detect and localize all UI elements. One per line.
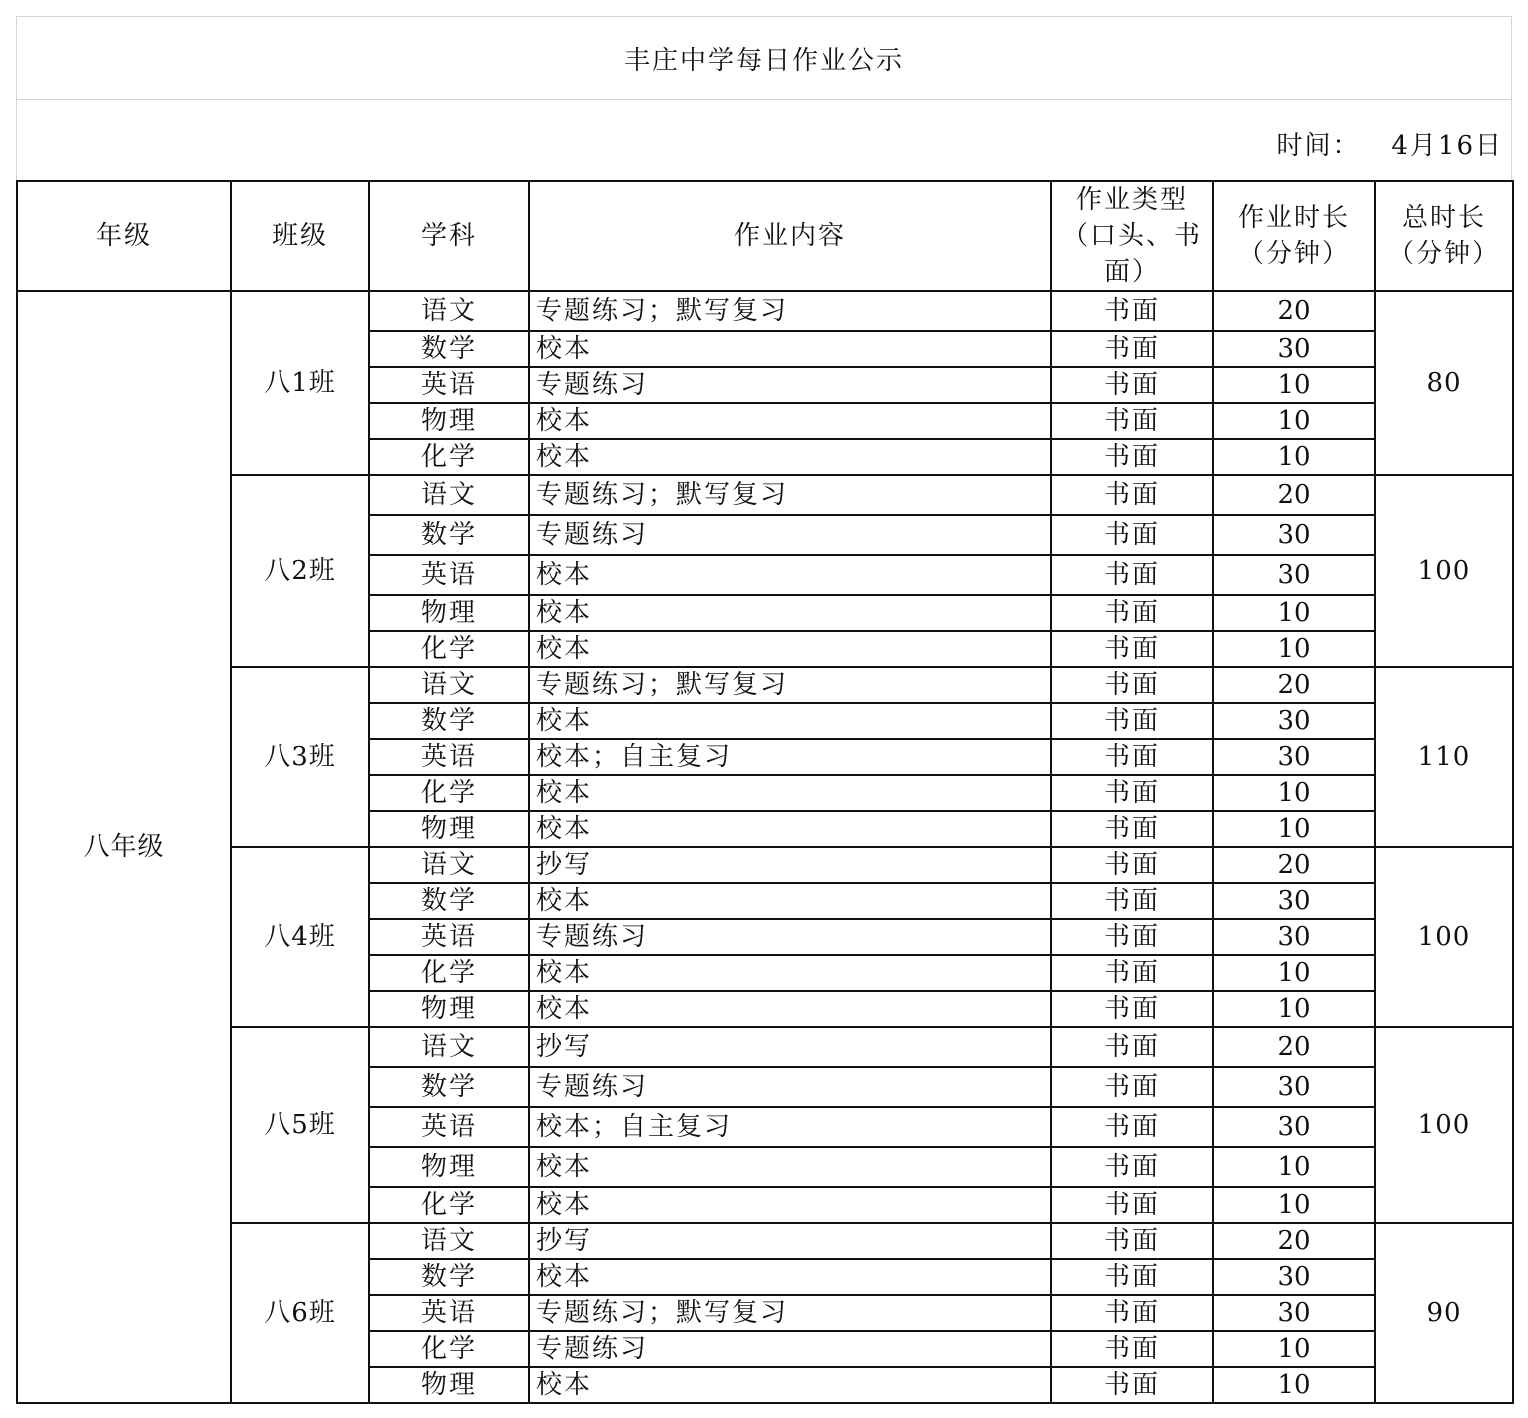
minutes-cell: 20 [1213,847,1375,883]
header-content: 作业内容 [529,181,1051,291]
subject-cell: 英语 [369,367,529,403]
header-class: 班级 [231,181,369,291]
type-cell: 书面 [1051,811,1213,847]
content-cell: 校本 [529,1367,1051,1403]
content-cell: 专题练习；默写复习 [529,667,1051,703]
type-cell: 书面 [1051,883,1213,919]
content-cell: 专题练习；默写复习 [529,1295,1051,1331]
minutes-cell: 30 [1213,1067,1375,1107]
minutes-cell: 30 [1213,1295,1375,1331]
type-cell: 书面 [1051,555,1213,595]
minutes-cell: 30 [1213,919,1375,955]
type-cell: 书面 [1051,667,1213,703]
type-cell: 书面 [1051,1223,1213,1259]
subject-cell: 数学 [369,331,529,367]
subject-cell: 化学 [369,1331,529,1367]
content-cell: 校本 [529,595,1051,631]
page-title: 丰庄中学每日作业公示 [17,17,1511,100]
header-grade: 年级 [17,181,231,291]
content-cell: 专题练习；默写复习 [529,291,1051,331]
content-cell: 校本；自主复习 [529,1107,1051,1147]
date-line [1277,125,1503,162]
type-cell: 书面 [1051,1295,1213,1331]
minutes-cell: 20 [1213,291,1375,331]
subject-cell: 英语 [369,1107,529,1147]
type-cell: 书面 [1051,331,1213,367]
type-cell: 书面 [1051,775,1213,811]
content-cell: 校本 [529,555,1051,595]
table-row [17,847,1513,883]
table-body [17,291,1513,1403]
total-cell: 90 [1375,1223,1513,1403]
content-cell: 专题练习 [529,367,1051,403]
type-cell: 书面 [1051,1187,1213,1223]
class-cell: 八5班 [231,1027,369,1223]
content-cell: 抄写 [529,1027,1051,1067]
minutes-cell: 30 [1213,703,1375,739]
minutes-cell: 10 [1213,1331,1375,1367]
subject-cell: 化学 [369,631,529,667]
type-cell: 书面 [1051,1259,1213,1295]
minutes-cell: 30 [1213,555,1375,595]
subject-cell: 语文 [369,291,529,331]
type-cell: 书面 [1051,991,1213,1027]
minutes-cell: 30 [1213,883,1375,919]
subject-cell: 物理 [369,595,529,631]
minutes-cell: 30 [1213,739,1375,775]
subject-cell: 化学 [369,439,529,475]
total-cell: 100 [1375,847,1513,1027]
content-cell: 校本 [529,331,1051,367]
header-row [17,181,1513,291]
content-cell: 校本 [529,1259,1051,1295]
content-cell: 校本 [529,1187,1051,1223]
total-cell: 110 [1375,667,1513,847]
subject-cell: 物理 [369,403,529,439]
subject-cell: 化学 [369,955,529,991]
class-cell: 八2班 [231,475,369,667]
subject-cell: 英语 [369,739,529,775]
subject-cell: 语文 [369,1223,529,1259]
class-cell: 八3班 [231,667,369,847]
content-cell: 校本 [529,631,1051,667]
type-cell: 书面 [1051,1331,1213,1367]
subject-cell: 物理 [369,811,529,847]
minutes-cell: 30 [1213,331,1375,367]
grade-cell: 八年级 [17,291,231,1403]
subject-cell: 英语 [369,919,529,955]
table-row [17,475,1513,515]
header-total: 总时长（分钟） [1375,181,1513,291]
table-row [17,667,1513,703]
subject-cell: 语文 [369,667,529,703]
type-cell: 书面 [1051,439,1213,475]
subject-cell: 数学 [369,703,529,739]
content-cell: 校本 [529,811,1051,847]
type-cell: 书面 [1051,515,1213,555]
homework-table [16,180,1514,1404]
subject-cell: 物理 [369,1147,529,1187]
minutes-cell: 30 [1213,1259,1375,1295]
date-value: 4月16日 [1391,131,1503,161]
content-cell: 抄写 [529,1223,1051,1259]
minutes-cell: 10 [1213,811,1375,847]
subject-cell: 物理 [369,991,529,1027]
subject-cell: 语文 [369,847,529,883]
subject-cell: 数学 [369,1259,529,1295]
date-label: 时间： [1276,131,1361,161]
type-cell: 书面 [1051,1027,1213,1067]
content-cell: 校本 [529,403,1051,439]
subject-cell: 数学 [369,883,529,919]
minutes-cell: 10 [1213,775,1375,811]
type-cell: 书面 [1051,1107,1213,1147]
subject-cell: 化学 [369,1187,529,1223]
content-cell: 校本 [529,991,1051,1027]
table-row [17,1223,1513,1259]
minutes-cell: 10 [1213,439,1375,475]
type-cell: 书面 [1051,631,1213,667]
type-cell: 书面 [1051,955,1213,991]
type-cell: 书面 [1051,919,1213,955]
minutes-cell: 20 [1213,475,1375,515]
minutes-cell: 10 [1213,403,1375,439]
type-cell: 书面 [1051,475,1213,515]
content-cell: 校本 [529,703,1051,739]
content-cell: 校本 [529,1147,1051,1187]
header-subject: 学科 [369,181,529,291]
table-row [17,291,1513,331]
minutes-cell: 30 [1213,1107,1375,1147]
total-cell: 80 [1375,291,1513,475]
type-cell: 书面 [1051,703,1213,739]
content-cell: 专题练习 [529,1331,1051,1367]
type-cell: 书面 [1051,367,1213,403]
minutes-cell: 30 [1213,515,1375,555]
subject-cell: 语文 [369,475,529,515]
type-cell: 书面 [1051,1067,1213,1107]
type-cell: 书面 [1051,1367,1213,1403]
minutes-cell: 10 [1213,631,1375,667]
minutes-cell: 10 [1213,1187,1375,1223]
content-cell: 校本 [529,955,1051,991]
subject-cell: 物理 [369,1367,529,1403]
subject-cell: 数学 [369,515,529,555]
minutes-cell: 20 [1213,1223,1375,1259]
type-cell: 书面 [1051,847,1213,883]
table-row [17,1027,1513,1067]
subject-cell: 数学 [369,1067,529,1107]
subject-cell: 化学 [369,775,529,811]
content-cell: 专题练习 [529,1067,1051,1107]
type-cell: 书面 [1051,1147,1213,1187]
total-cell: 100 [1375,475,1513,667]
content-cell: 专题练习；默写复习 [529,475,1051,515]
class-cell: 八4班 [231,847,369,1027]
total-cell: 100 [1375,1027,1513,1223]
subject-cell: 英语 [369,1295,529,1331]
content-cell: 校本 [529,883,1051,919]
type-cell: 书面 [1051,739,1213,775]
minutes-cell: 20 [1213,1027,1375,1067]
content-cell: 抄写 [529,847,1051,883]
type-cell: 书面 [1051,595,1213,631]
homework-sheet [16,16,1512,1402]
content-cell: 专题练习 [529,919,1051,955]
type-cell: 书面 [1051,291,1213,331]
type-cell: 书面 [1051,403,1213,439]
content-cell: 校本 [529,439,1051,475]
subject-cell: 英语 [369,555,529,595]
minutes-cell: 10 [1213,1367,1375,1403]
minutes-cell: 10 [1213,955,1375,991]
minutes-cell: 10 [1213,991,1375,1027]
content-cell: 校本 [529,775,1051,811]
class-cell: 八1班 [231,291,369,475]
subject-cell: 语文 [369,1027,529,1067]
header-duration: 作业时长（分钟） [1213,181,1375,291]
class-cell: 八6班 [231,1223,369,1403]
minutes-cell: 10 [1213,367,1375,403]
content-cell: 校本；自主复习 [529,739,1051,775]
minutes-cell: 10 [1213,595,1375,631]
content-cell: 专题练习 [529,515,1051,555]
minutes-cell: 20 [1213,667,1375,703]
header-type: 作业类型（口头、书面） [1051,181,1213,291]
title-block [16,16,1512,180]
minutes-cell: 10 [1213,1147,1375,1187]
